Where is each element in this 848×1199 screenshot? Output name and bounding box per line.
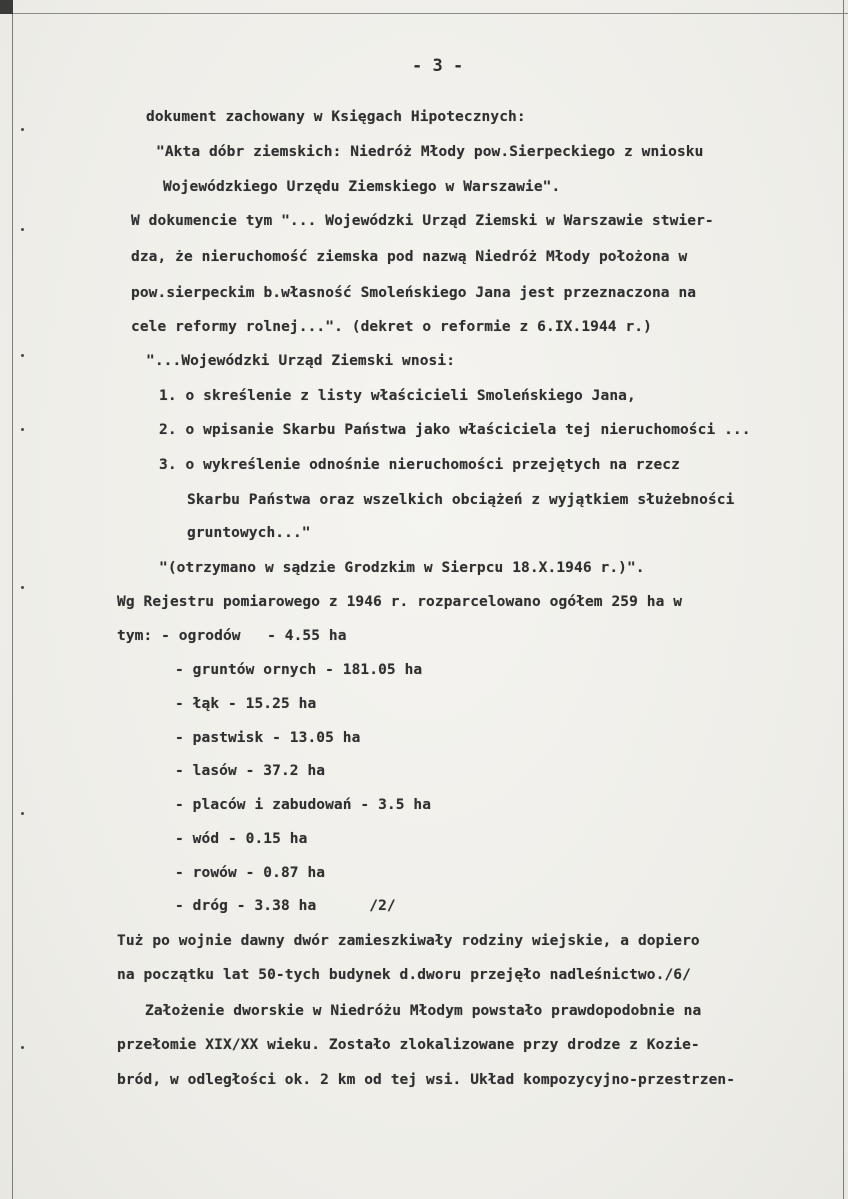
list-item: 1. o skreślenie z listy właścicieli Smoleńskiego Jana, (159, 388, 636, 404)
text-line: bród, w odległości ok. 2 km od tej wsi. Układ kompozycyjno-przestrzen- (117, 1072, 736, 1088)
margin-mark (21, 812, 24, 815)
text-line: Założenie dworskie w Niedróżu Młodym powstało prawdopodobnie na (145, 1003, 702, 1019)
list-item: - placów i zabudowań - 3.5 ha (175, 797, 432, 813)
text-line: Tuż po wojnie dawny dwór zamieszkiwały rodziny wiejskie, a dopiero (117, 933, 700, 949)
margin-mark (21, 228, 24, 231)
list-item: tym: - ogrodów - 4.55 ha (117, 628, 347, 644)
text-line: dokument zachowany w Księgach Hipotecznych: (146, 109, 526, 125)
text-line: "...Wojewódzki Urząd Ziemski wnosi: (146, 353, 456, 369)
text-line: gruntowych..." (187, 525, 311, 541)
text-line: "Akta dóbr ziemskich: Niedróż Młody pow.Sierpeckiego z wniosku (156, 144, 704, 160)
list-item: - gruntów ornych - 181.05 ha (175, 662, 423, 678)
text-line: dza, że nieruchomość ziemska pod nazwą Niedróż Młody położona w (131, 249, 688, 265)
list-item: 3. o wykreślenie odnośnie nieruchomości przejętych na rzecz (159, 457, 680, 473)
margin-mark (21, 428, 24, 431)
list-item: - pastwisk - 13.05 ha (175, 730, 361, 746)
text-line: cele reformy rolnej...". (dekret o reformie z 6.IX.1944 r.) (131, 319, 652, 335)
text-line: pow.sierpeckim b.własność Smoleńskiego Jana jest przeznaczona na (131, 285, 697, 301)
list-item: - rowów - 0.87 ha (175, 865, 326, 881)
list-item: - dróg - 3.38 ha /2/ (175, 898, 396, 914)
scan-frame-left (12, 0, 13, 1199)
text-line: przełomie XIX/XX wieku. Zostało zlokalizowane przy drodze z Kozie- (117, 1037, 700, 1053)
text-line: W dokumencie tym "... Wojewódzki Urząd Ziemski w Warszawie stwier- (131, 213, 714, 229)
text-line: Wg Rejestru pomiarowego z 1946 r. rozparcelowano ogółem 259 ha w (117, 594, 683, 610)
margin-mark (21, 586, 24, 589)
scan-frame-top (0, 0, 848, 14)
list-item: - łąk - 15.25 ha (175, 696, 317, 712)
margin-mark (21, 128, 24, 131)
scan-frame-right (843, 0, 844, 1199)
text-line: "(otrzymano w sądzie Grodzkim w Sierpcu 18.X.1946 r.)". (159, 560, 645, 576)
text-line: na początku lat 50-tych budynek d.dworu przejęło nadleśnictwo./6/ (117, 967, 691, 983)
margin-mark (21, 1046, 24, 1049)
scan-corner (0, 0, 13, 14)
list-item: 2. o wpisanie Skarbu Państwa jako właściciela tej nieruchomości ... (159, 422, 751, 438)
list-item: - lasów - 37.2 ha (175, 763, 326, 779)
text-line: Skarbu Państwa oraz wszelkich obciążeń z wyjątkiem służebności (187, 492, 735, 508)
margin-mark (21, 354, 24, 357)
page-number: - 3 - (412, 56, 464, 76)
text-line: Wojewódzkiego Urzędu Ziemskiego w Warszawie". (163, 179, 561, 195)
list-item: - wód - 0.15 ha (175, 831, 308, 847)
